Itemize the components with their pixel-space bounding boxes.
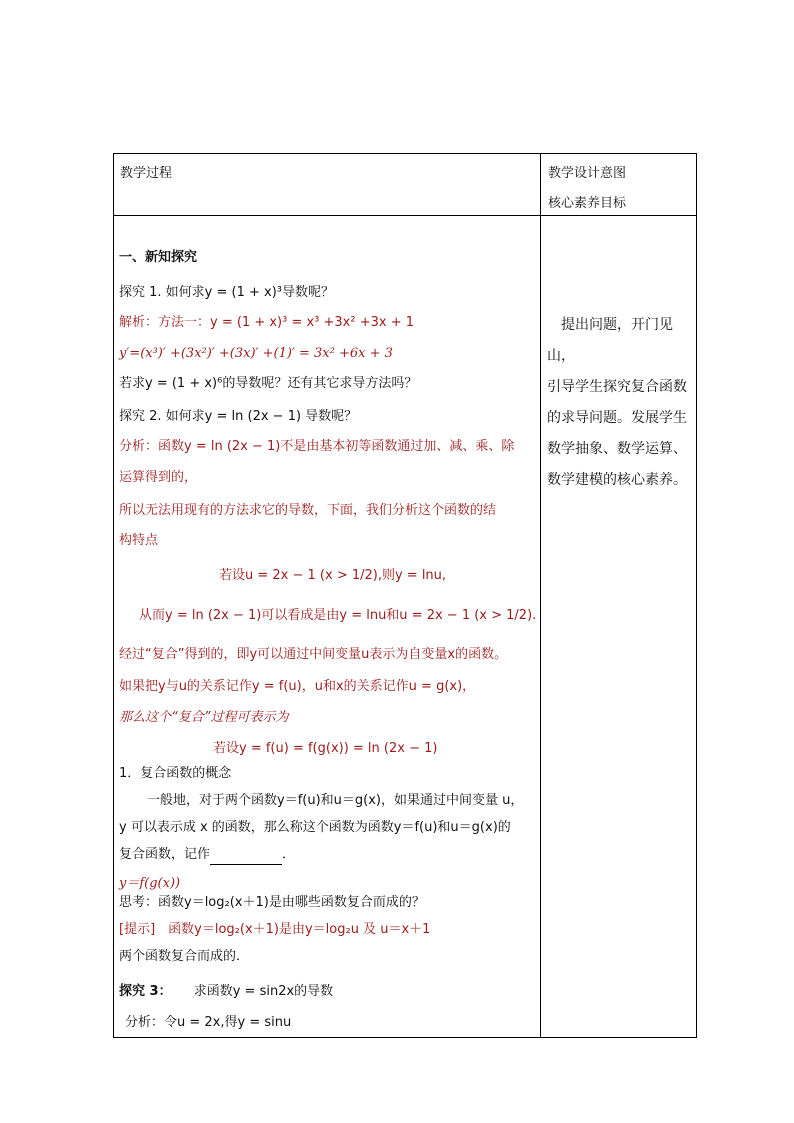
- analysis-2d: 构特点: [119, 533, 159, 548]
- hence-line: 从而y = ln (2x − 1)可以看成是由y = lnu和u = 2x − 1 (x > 1/2).: [139, 608, 537, 623]
- composite-1: 经过“复合”得到的，即y可以通过中间变量u表示为自变量x的函数。: [119, 647, 508, 662]
- composite-3: 那么这个“复合”过程可表示为: [119, 710, 289, 725]
- side-line: 引导学生探究复合函数: [547, 379, 687, 395]
- side-notes: [547, 310, 692, 496]
- explore-3-text: 求函数y = sin2x的导数: [193, 984, 334, 999]
- think-question: 思考：函数y＝log₂(x＋1)是由哪些函数复合而成的？: [119, 895, 425, 910]
- analysis-1: 解析：方法一：y = (1 + x)³ = x³ +3x² +3x + 1: [119, 315, 415, 330]
- question-1: 若求y = (1 + x)⁶的导数呢？还有其它求导方法吗？: [119, 376, 418, 391]
- explore-2: 探究 2. 如何求y = ln (2x − 1) 导数呢？: [119, 409, 358, 424]
- concept-3-text: 复合函数，记作: [119, 847, 211, 862]
- concept-3-end: ．: [282, 847, 296, 862]
- concept-2: y 可以表示成 x 的函数，那么称这个函数为函数y＝f(u)和u＝g(x)的: [119, 820, 511, 835]
- composite-2: 如果把y与u的关系记作y = f(u)，u和x的关系记作u = g(x)，: [119, 679, 476, 694]
- analysis-3: 分析：令u = 2x,得y = sinu: [125, 1015, 292, 1030]
- hint-2: 两个函数复合而成的．: [119, 949, 250, 964]
- side-line: 的求导问题。发展学生: [547, 410, 687, 426]
- analysis-2c: 所以无法用现有的方法求它的导数，下面，我们分析这个函数的结: [119, 503, 497, 518]
- header-teaching-process: 教学过程: [120, 166, 173, 181]
- header-design-intent: 教学设计意图: [548, 166, 627, 181]
- hint-text: [提示] 函数y＝log₂(x＋1)是由y＝log₂u 及 u＝x＋1: [119, 922, 431, 937]
- side-line: 数学抽象、数学运算、: [547, 441, 687, 457]
- column-divider: [540, 154, 541, 1037]
- fill-blank: [210, 850, 282, 865]
- analysis-2b: 运算得到的，: [119, 470, 198, 485]
- hint: [119, 920, 430, 940]
- concept-title: 1．复合函数的概念: [119, 766, 232, 781]
- concept-1: 一般地，对于两个函数y＝f(u)和u＝g(x)，如果通过中间变量 u，: [147, 793, 524, 808]
- header-divider: [114, 215, 696, 216]
- header-core-goals: 核心素养目标: [548, 196, 627, 211]
- answer: y＝f(g(x)): [119, 876, 181, 891]
- composite-4: 若设y = f(u) = f(g(x)) = ln (2x − 1): [213, 741, 438, 756]
- analysis-2a: 分析：函数y = ln (2x − 1)不是由基本初等函数通过加、减、乘、除: [119, 439, 515, 454]
- explore-3: [119, 982, 333, 1002]
- explore-1: 探究 1. 如何求y = (1 + x)³导数呢？: [119, 285, 334, 300]
- derivative-line: y′=(x³)′ +(3x²)′ +(3x)′ +(1)′ = 3x² +6x + 3: [119, 346, 393, 361]
- side-line: 数学建模的核心素养。: [547, 472, 687, 488]
- section-title: 一、新知探究: [119, 250, 198, 265]
- let-u-line: 若设u = 2x − 1 (x > 1/2),则y = lnu,: [219, 568, 447, 583]
- concept-3: [119, 845, 295, 865]
- side-line: 提出问题，开门见山，: [547, 317, 673, 364]
- explore-3-label: 探究 3：: [119, 984, 172, 999]
